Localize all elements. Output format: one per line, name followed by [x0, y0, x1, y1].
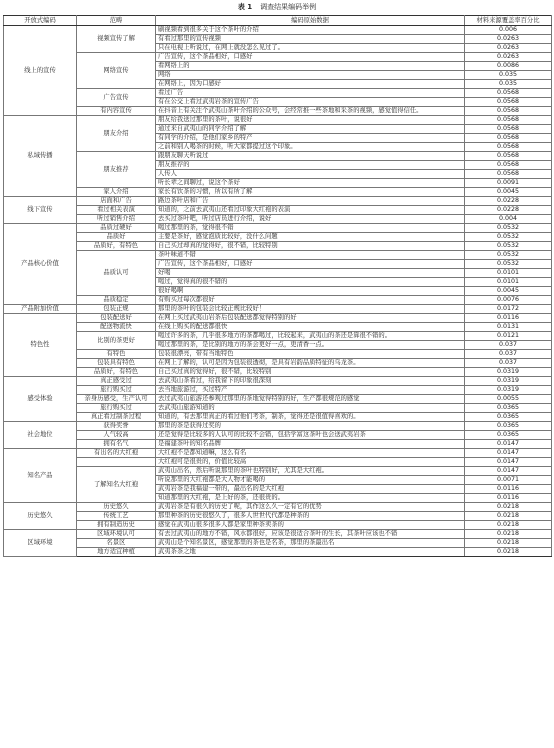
open-code-cell: 产品附加价值: [4, 305, 77, 314]
raw-data-cell: 喝过那里的茶，觉得很不错: [156, 224, 465, 233]
table-row: [4, 206, 552, 215]
coverage-cell: 0.0045: [465, 287, 552, 296]
table-row: [4, 332, 552, 341]
header-open-code: 开放式编码: [4, 16, 77, 26]
table-row: [4, 467, 552, 476]
table-row: [4, 422, 552, 431]
category-cell: 区域环境认可: [77, 530, 156, 539]
raw-data-cell: 之前和别人喝茶的时候，听大家都提过这个印象。: [156, 143, 465, 152]
category-cell: 视频宣传了解: [77, 26, 156, 53]
header-raw-data: 编码原始数据: [156, 16, 465, 26]
coverage-cell: 0.0532: [465, 251, 552, 260]
coverage-cell: 0.0147: [465, 467, 552, 476]
table-row: [4, 539, 552, 548]
open-code-cell: 私域传播: [4, 116, 77, 197]
raw-data-cell: 还是觉得是比较多的人认可的比较不会错，包括学富这茶叶也会送武夷岩茶: [156, 431, 465, 440]
open-code-cell: 区域环境: [4, 530, 77, 557]
coverage-cell: 0.0532: [465, 233, 552, 242]
raw-data-cell: 家长有饮茶的习惯，所以有所了解: [156, 188, 465, 197]
table-row: [4, 512, 552, 521]
open-code-cell: 线下宣传: [4, 197, 77, 224]
category-cell: 比别的茶更好: [77, 332, 156, 350]
table-row: [4, 116, 552, 125]
raw-data-cell: 知道的，之前去武夷山还看过印象大红袍的表演: [156, 206, 465, 215]
coverage-cell: 0.0045: [465, 188, 552, 197]
raw-data-cell: 大红袍可是很贵的，价值比较高: [156, 458, 465, 467]
raw-data-cell: 那里的茶叶的包装会比较正规比较好！: [156, 305, 465, 314]
coverage-cell: 0.0365: [465, 431, 552, 440]
category-cell: 朋友介绍: [77, 116, 156, 152]
category-cell: 名景区: [77, 539, 156, 548]
category-cell: 品质认可: [77, 251, 156, 296]
raw-data-cell: 网络: [156, 71, 465, 80]
coverage-cell: 0.0319: [465, 386, 552, 395]
coverage-cell: 0.0568: [465, 98, 552, 107]
coverage-cell: 0.0263: [465, 35, 552, 44]
coverage-cell: 0.0218: [465, 539, 552, 548]
raw-data-cell: 喝过，觉得真的很不错的: [156, 278, 465, 287]
coverage-cell: 0.0365: [465, 404, 552, 413]
coverage-cell: 0.0568: [465, 152, 552, 161]
coverage-cell: 0.0319: [465, 368, 552, 377]
raw-data-cell: 是福建茶叶的知名品牌: [156, 440, 465, 449]
coverage-cell: 0.0147: [465, 440, 552, 449]
raw-data-cell: 大红袍不是都知道嘛，这么有名: [156, 449, 465, 458]
table-row: [4, 368, 552, 377]
table-row: [4, 359, 552, 368]
table-row: [4, 548, 552, 557]
table-row: [4, 107, 552, 116]
table-row: [4, 395, 552, 404]
open-code-cell: 特色性: [4, 314, 77, 377]
raw-data-cell: 朋友给我送过那里的茶叶，说很好: [156, 116, 465, 125]
coverage-cell: 0.0365: [465, 422, 552, 431]
category-cell: 包装具有特色: [77, 359, 156, 368]
table-title: 调查结果编码举例: [260, 3, 317, 11]
coverage-cell: 0.0568: [465, 170, 552, 179]
raw-data-cell: 武夷岩茶是有很久的历史了呢，其作这么久一定有它的优势: [156, 503, 465, 512]
table-row: [4, 503, 552, 512]
category-cell: 旅行购买过: [77, 404, 156, 413]
raw-data-cell: 在抖音上有关注个武夷山茶叶介绍的公众号，会经常推一些茶地和采茶的视频，感觉值得信任。: [156, 107, 465, 116]
coverage-cell: 0.0091: [465, 179, 552, 188]
table-row: [4, 197, 552, 206]
table-row: [4, 386, 552, 395]
table-row: [4, 521, 552, 530]
raw-data-cell: 跟朋友聊天听说过: [156, 152, 465, 161]
raw-data-cell: 知道那里的大红袍，是上好的茶，还很贵的。: [156, 494, 465, 503]
coverage-cell: 0.037: [465, 341, 552, 350]
category-cell: 包装正规: [77, 305, 156, 314]
coverage-cell: 0.0086: [465, 62, 552, 71]
category-cell: 地方适宜种植: [77, 548, 156, 557]
coverage-cell: 0.0218: [465, 512, 552, 521]
raw-data-cell: 通过来自武夷山的同学介绍了解: [156, 125, 465, 134]
table-row: [4, 89, 552, 98]
header-coverage: 材料来源覆盖率百分比: [465, 16, 552, 26]
coverage-cell: 0.004: [465, 215, 552, 224]
coverage-cell: 0.0568: [465, 143, 552, 152]
category-cell: 店面和广告: [77, 197, 156, 206]
table-row: [4, 296, 552, 305]
raw-data-cell: 广告宣传，这个茶品相好，口感好: [156, 260, 465, 269]
coverage-cell: 0.0263: [465, 53, 552, 62]
raw-data-cell: 在网络上，因为口感好: [156, 80, 465, 89]
raw-data-cell: 听说那里的大红袍都是大人物才能喝的: [156, 476, 465, 485]
raw-data-cell: 在线上购买的配送都很快: [156, 323, 465, 332]
raw-data-cell: 自己买过真的觉得好，很不错，比较特别: [156, 368, 465, 377]
coverage-cell: 0.0218: [465, 548, 552, 557]
coverage-cell: 0.0076: [465, 296, 552, 305]
coverage-cell: 0.0116: [465, 485, 552, 494]
coverage-cell: 0.0218: [465, 503, 552, 512]
category-cell: 品质稳定: [77, 296, 156, 305]
coverage-cell: 0.0055: [465, 395, 552, 404]
coverage-cell: 0.0218: [465, 521, 552, 530]
category-cell: 品质好，有特色: [77, 368, 156, 377]
table-row: [4, 53, 552, 62]
category-cell: 家人介绍: [77, 188, 156, 197]
open-code-cell: 产品核心价值: [4, 224, 77, 305]
coverage-cell: 0.0116: [465, 494, 552, 503]
coverage-cell: 0.006: [465, 26, 552, 35]
table-row: [4, 404, 552, 413]
coverage-cell: 0.0121: [465, 332, 552, 341]
category-cell: 朋友推荐: [77, 152, 156, 188]
raw-data-cell: 只在电视上听说过，在网上就没怎么见过了。: [156, 44, 465, 53]
raw-data-cell: 在网上了解的，认可是因为包装很透彻，是具有岩韵品质特征的乌龙茶。: [156, 359, 465, 368]
raw-data-cell: 去过武夷山旅游还参观过那里的茶地觉得特别的好，生产都很规范的感觉: [156, 395, 465, 404]
category-cell: 人气较高: [77, 431, 156, 440]
coverage-cell: 0.0147: [465, 449, 552, 458]
category-cell: 品质好，有特色: [77, 242, 156, 251]
table-row: [4, 233, 552, 242]
table-row: [4, 215, 552, 224]
coverage-cell: 0.0568: [465, 134, 552, 143]
table-row: [4, 323, 552, 332]
coverage-cell: 0.035: [465, 71, 552, 80]
raw-data-cell: 有同学的介绍，是他们家乡的特产: [156, 134, 465, 143]
coverage-cell: 0.035: [465, 80, 552, 89]
raw-data-cell: 去买过茶叶吧，听过店员进行介绍，说好: [156, 215, 465, 224]
raw-data-cell: 喝过许多的茶，几乎很多地方的茶都喝过，比较起来，武夷山的茶还是算很不错的。: [156, 332, 465, 341]
open-code-cell: 历史悠久: [4, 503, 77, 530]
table-row: [4, 251, 552, 260]
raw-data-cell: 有购买过每次都很好: [156, 296, 465, 305]
category-cell: 有出名的大红袍: [77, 449, 156, 458]
raw-data-cell: 好喝: [156, 269, 465, 278]
coverage-cell: 0.0568: [465, 107, 552, 116]
raw-data-cell: 武夷岩茶是我福建一带的，最出名的是大红袍: [156, 485, 465, 494]
coverage-cell: 0.037: [465, 359, 552, 368]
category-cell: 真正感受过: [77, 377, 156, 386]
coverage-cell: 0.0568: [465, 161, 552, 170]
raw-data-cell: 武夷山是个知名景区，感觉那里的茶也是名茶，那里的茶最出名: [156, 539, 465, 548]
table-row: [4, 242, 552, 251]
coverage-cell: 0.0228: [465, 197, 552, 206]
coverage-cell: 0.0131: [465, 323, 552, 332]
raw-data-cell: 看过广告: [156, 89, 465, 98]
coverage-cell: 0.0147: [465, 458, 552, 467]
coding-table: [3, 15, 552, 557]
raw-data-cell: 去武夷山茶看过，给我留下的印象很深刻: [156, 377, 465, 386]
table-row: [4, 431, 552, 440]
table-row: [4, 188, 552, 197]
raw-data-cell: 去当地旅游过，买过特产: [156, 386, 465, 395]
category-cell: [77, 458, 156, 467]
raw-data-cell: 茶叶味道不错: [156, 251, 465, 260]
raw-data-cell: 很好喝啊: [156, 287, 465, 296]
raw-data-cell: 知道的，有去那里真正的看过他们考茶，制茶，觉得还是很值得喜欢的。: [156, 413, 465, 422]
table-row: [4, 530, 552, 539]
category-cell: 旅行购买过: [77, 386, 156, 395]
category-cell: 拥有制造历史: [77, 521, 156, 530]
coverage-cell: 0.0218: [465, 530, 552, 539]
category-cell: 网络宣传: [77, 53, 156, 89]
raw-data-cell: 朋友推荐的: [156, 161, 465, 170]
category-cell: 品质过硬好: [77, 224, 156, 233]
coverage-cell: 0.0568: [465, 116, 552, 125]
raw-data-cell: 看网络上的: [156, 62, 465, 71]
raw-data-cell: 路边茶叶店和广告: [156, 197, 465, 206]
coverage-cell: 0.0172: [465, 305, 552, 314]
table-row: [4, 350, 552, 359]
raw-data-cell: 有去过武夷山的地方不错，风水都很好，应该是很适合茶叶的生长，其茶叶应该也不错: [156, 530, 465, 539]
category-cell: 品质好: [77, 233, 156, 242]
category-cell: 有特色: [77, 350, 156, 359]
table-caption: [0, 2, 554, 13]
raw-data-cell: 刷视频看到很多关于这个茶叶的介绍: [156, 26, 465, 35]
table-row: [4, 458, 552, 467]
raw-data-cell: 有在公交上看过武夷岩茶的宣传广告: [156, 98, 465, 107]
table-row: [4, 449, 552, 458]
category-cell: 亲身历感受，生产认可: [77, 395, 156, 404]
raw-data-cell: 武夷茶茶之地: [156, 548, 465, 557]
coverage-cell: 0.0319: [465, 377, 552, 386]
category-cell: 获得奖誉: [77, 422, 156, 431]
coverage-cell: 0.0568: [465, 89, 552, 98]
raw-data-cell: 听长辈之间聊过，说这个茶好: [156, 179, 465, 188]
open-code-cell: 线上的宣传: [4, 26, 77, 116]
table-row: [4, 305, 552, 314]
table-row: [4, 152, 552, 161]
table-row: [4, 224, 552, 233]
coverage-cell: 0.0532: [465, 242, 552, 251]
coverage-cell: 0.0365: [465, 413, 552, 422]
raw-data-cell: 那里的茶是获得过奖的: [156, 422, 465, 431]
coverage-cell: 0.0568: [465, 125, 552, 134]
table-body: [4, 26, 552, 557]
coverage-cell: 0.0263: [465, 44, 552, 53]
category-cell: 包装配送好: [77, 314, 156, 323]
raw-data-cell: 广告宣传，这个茶品相好，口感好: [156, 53, 465, 62]
raw-data-cell: 有看过那里的宣传视频: [156, 35, 465, 44]
table-header-row: [4, 16, 552, 26]
raw-data-cell: 喝过那里的茶，是比别的地方的茶会更好一点，更清香一点。: [156, 341, 465, 350]
table-row: [4, 26, 552, 35]
category-cell: 听过销售介绍: [77, 215, 156, 224]
category-cell: 看过相关表演: [77, 206, 156, 215]
category-cell: 真正看过制茶过程: [77, 413, 156, 422]
raw-data-cell: 在网上买过武夷山岩茶后包装配送都觉得特别的好: [156, 314, 465, 323]
table-number: 表 1: [237, 3, 253, 11]
header-category: 范畴: [77, 16, 156, 26]
open-code-cell: 感受体验: [4, 377, 77, 422]
table-row: [4, 377, 552, 386]
category-cell: 历史悠久: [77, 503, 156, 512]
category-cell: 了解知名大红袍: [77, 467, 156, 503]
coverage-cell: 0.037: [465, 350, 552, 359]
open-code-cell: 知名产品: [4, 449, 77, 503]
raw-data-cell: 主要是茶好，感觉泡质比较好，没什么问题: [156, 233, 465, 242]
raw-data-cell: 自己买过却真的觉得好，很不错，比较特别: [156, 242, 465, 251]
coverage-cell: 0.0532: [465, 224, 552, 233]
category-cell: 传统工艺: [77, 512, 156, 521]
open-code-cell: 社会地位: [4, 422, 77, 449]
raw-data-cell: 包装很漂亮，带有当地特色: [156, 350, 465, 359]
table-row: [4, 440, 552, 449]
category-cell: 拥有名气: [77, 440, 156, 449]
category-cell: 有内容宣传: [77, 107, 156, 116]
raw-data-cell: 武夷山出名，然后听说那里的茶叶也特别好，尤其是大红袍。: [156, 467, 465, 476]
coverage-cell: 0.0071: [465, 476, 552, 485]
table-row: [4, 314, 552, 323]
coverage-cell: 0.0101: [465, 269, 552, 278]
coverage-cell: 0.0101: [465, 278, 552, 287]
coverage-cell: 0.0532: [465, 260, 552, 269]
table-row: [4, 413, 552, 422]
raw-data-cell: 感觉在武夷山很多很多人都是家里种茶卖茶的: [156, 521, 465, 530]
coverage-cell: 0.0228: [465, 206, 552, 215]
raw-data-cell: 去武夷山旅游知道的: [156, 404, 465, 413]
raw-data-cell: 那里种茶的历史很悠久了，很多人世世代代都是种茶的: [156, 512, 465, 521]
category-cell: 配送物流快: [77, 323, 156, 332]
coverage-cell: 0.0116: [465, 314, 552, 323]
raw-data-cell: 人传人: [156, 170, 465, 179]
category-cell: 广告宣传: [77, 89, 156, 107]
